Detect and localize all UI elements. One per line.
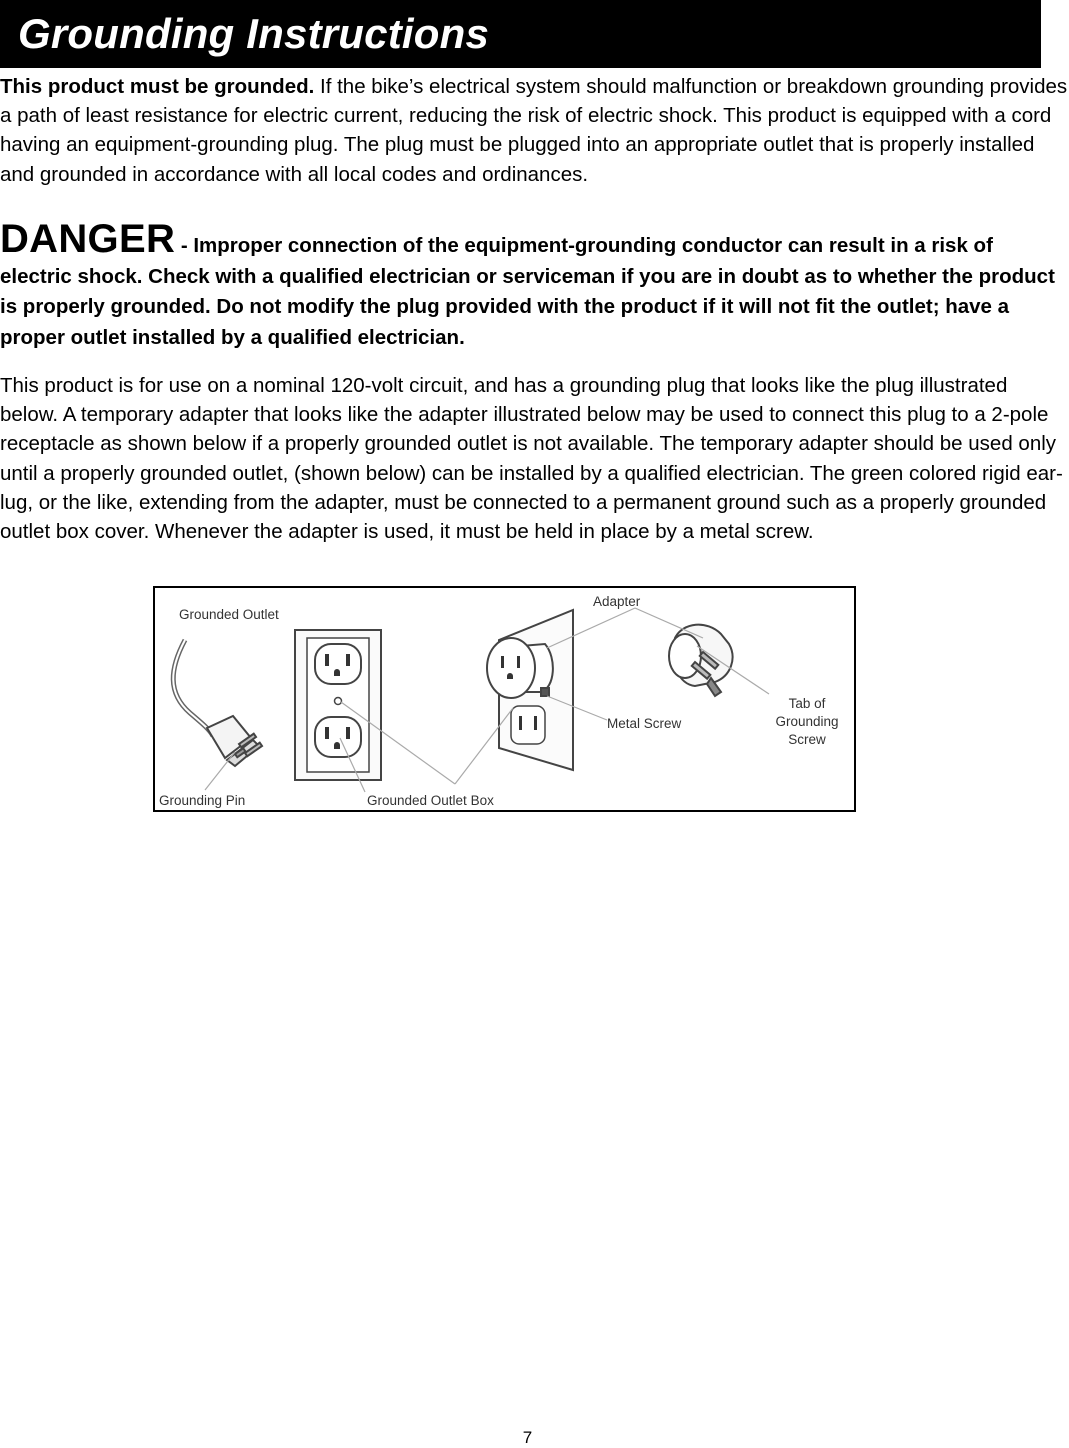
page-number: 7: [522, 1428, 533, 1447]
page-title: Grounding Instructions: [18, 10, 490, 57]
adapter-installed-illustration: [487, 610, 573, 770]
danger-word: DANGER: [0, 217, 176, 261]
adapter-plug-illustration: [669, 625, 733, 696]
danger-paragraph: [0, 217, 1069, 353]
intro-bold-lead: This product must be grounded.: [0, 75, 315, 98]
grounding-diagram: [153, 586, 856, 812]
label-grounded-outlet: Grounded Outlet: [179, 607, 279, 622]
label-grounded-outlet-box: Grounded Outlet Box: [367, 793, 494, 808]
grounded-outlet-illustration: [295, 630, 381, 780]
intro-paragraph: [0, 72, 1069, 189]
grounding-diagram-svg: [155, 588, 854, 810]
label-adapter: Adapter: [593, 594, 641, 609]
label-metal-screw: Metal Screw: [607, 716, 682, 731]
label-tab-line1: Tab of: [788, 696, 826, 711]
circuit-paragraph: This product is for use on a nominal 120-volt circuit, and has a grounding plug that looks like the plug illustrated below. A temporary adapter that looks like the adapter illustrated below may be used to connect this plug to a 2-pole receptacle as shown below if a properly grounded outlet is not available. The temporary adapter should be used only until a properly grounded outlet, (shown below) can be installed by a qualified electrician. The green colored rigid ear-lug, or the like, extending from the adapter, must be connected to a permanent ground such as a properly grounded outlet box cover. Whenever the adapter is used, it must be held in place by a metal screw.: [0, 374, 1063, 544]
grounding-plug-illustration: [173, 640, 262, 766]
label-grounding-pin: Grounding Pin: [159, 793, 246, 808]
label-tab-line2: Grounding: [775, 714, 839, 729]
intro-text: If the bike’s electrical system should malfunction or breakdown grounding provides a path of least resistance for electric current, reducing the risk of electric shock. This product is equipped with a cord having an equipment-grounding plug. The plug must be plugged into an appropriate outlet that is properly installed and grounded in accordance with all local codes and ordinances.: [0, 75, 1068, 186]
title-bar: [0, 0, 1041, 68]
danger-text: - Improper connection of the equipment-grounding conductor can result in a risk of electric shock. Check with a qualified electrician or serviceman if you are in doubt as to whether the product is properly grounded. Do not modify the plug provided with the product if it will not fit the outlet; have a proper outlet installed by a qualified electrician.: [0, 234, 1055, 349]
label-tab-line3: Screw: [788, 732, 826, 747]
